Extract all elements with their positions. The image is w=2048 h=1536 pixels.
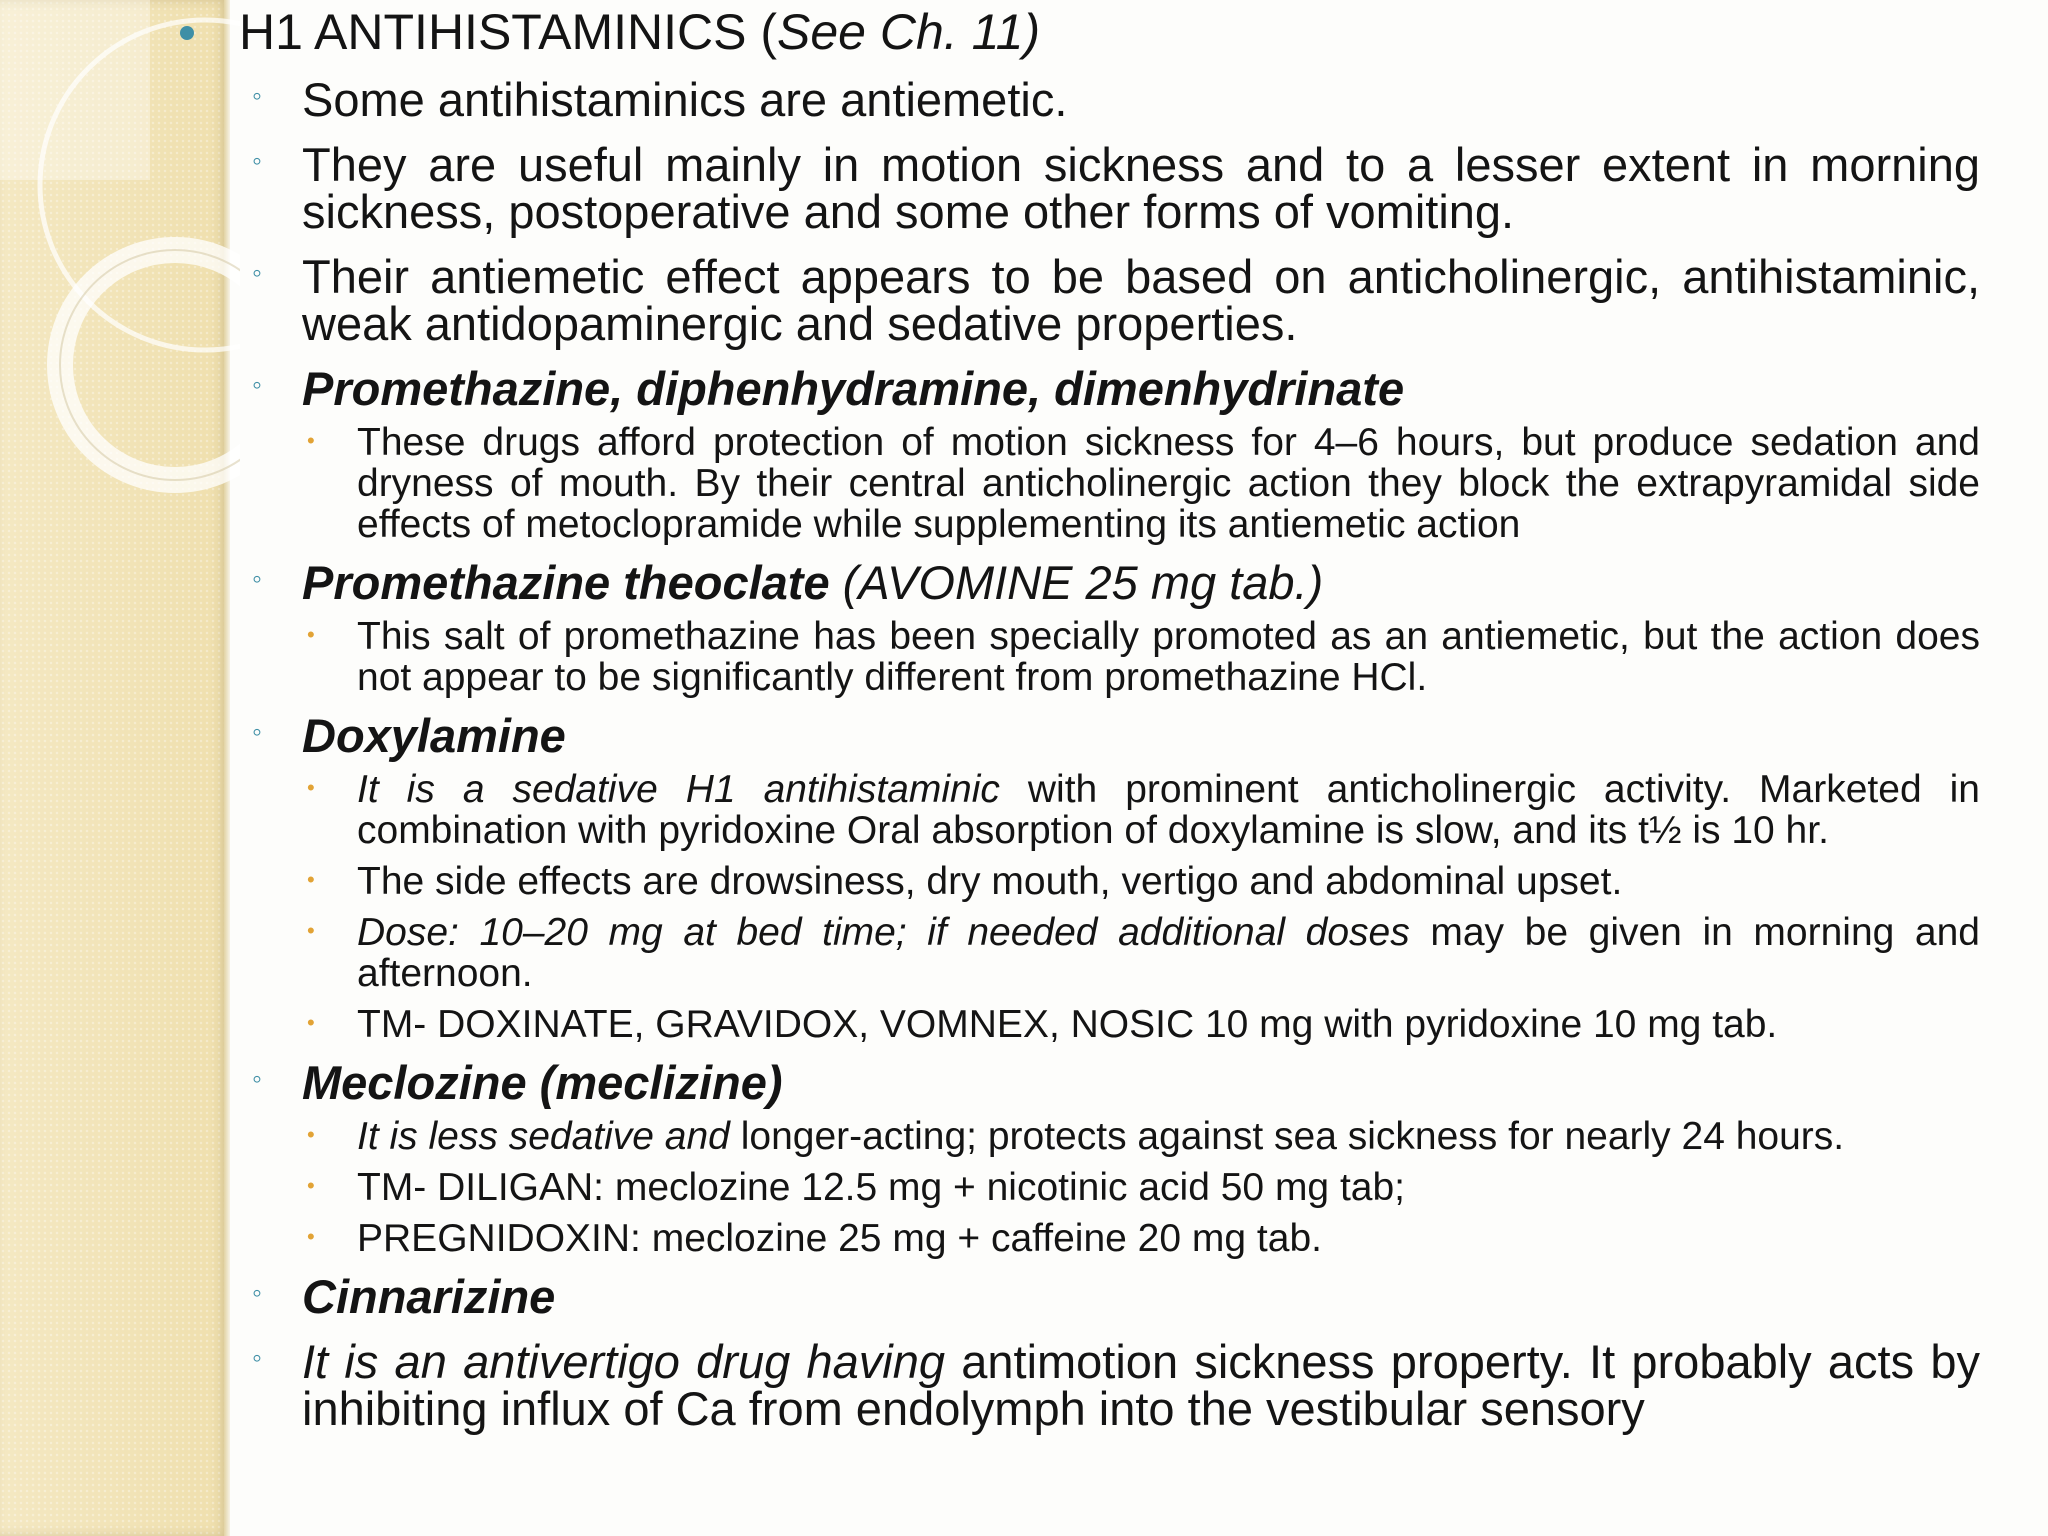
circle-bullet-icon: ◦	[252, 80, 262, 111]
heading-cinnarizine: ◦ Cinnarizine	[252, 1270, 556, 1323]
subpoint-promethazine-theoclate: • This salt of promethazine has been specially promoted as an antiemetic, but the action does not appear to be significantly different from promethazine HCl.	[307, 615, 1980, 699]
dot-bullet-icon: •	[307, 1173, 315, 1198]
subpoint-doxylamine-brands: • TM- DOXINATE, GRAVIDOX, VOMNEX, NOSIC 10 mg with pyridoxine 10 mg tab.	[307, 1003, 1778, 1046]
circle-bullet-icon: ◦	[252, 1063, 262, 1094]
circle-bullet-icon: ◦	[252, 145, 262, 176]
subpoint-doxylamine-side-effects: • The side effects are drowsiness, dry mouth, vertigo and abdominal upset.	[307, 860, 1623, 903]
circle-bullet-icon: ◦	[252, 1277, 262, 1308]
slide-content	[235, 0, 1980, 1435]
point-mechanism: ◦ Their antiemetic effect appears to be based on anticholinergic, antihistaminic, weak antidopaminergic and sedative properties.	[252, 250, 1980, 350]
heading-doxylamine: ◦ Doxylamine	[252, 709, 566, 762]
heading-text: H1 ANTIHISTAMINICS (See Ch. 11)	[239, 4, 1041, 60]
dot-bullet-icon: •	[307, 428, 315, 453]
subpoint-doxylamine-dose: • Dose: 10–20 mg at bed time; if needed additional doses may be given in morning and afternoon.	[307, 911, 1980, 995]
subpoint-meclozine-pregnidoxin: • PREGNIDOXIN: meclozine 25 mg + caffeine 20 mg tab.	[307, 1217, 1322, 1260]
dot-bullet-icon: •	[307, 867, 315, 892]
heading-bullet-icon	[180, 26, 194, 40]
subpoint-meclozine-description: • It is less sedative and longer-acting; protects against sea sickness for nearly 24 hours.	[307, 1115, 1845, 1158]
circle-bullet-icon: ◦	[252, 1342, 262, 1373]
dot-bullet-icon: •	[307, 1010, 315, 1035]
heading-promethazine-group: ◦ Promethazine, diphenhydramine, dimenhydrinate	[252, 362, 1405, 415]
dot-bullet-icon: •	[307, 1122, 315, 1147]
point-antiemetic: ◦ Some antihistaminics are antiemetic.	[252, 73, 1068, 126]
subpoint-meclozine-diligan: • TM- DILIGAN: meclozine 12.5 mg + nicotinic acid 50 mg tab;	[307, 1166, 1406, 1209]
heading-meclozine: ◦ Meclozine (meclizine)	[252, 1056, 783, 1109]
slide-heading	[235, 0, 1980, 66]
dot-bullet-icon: •	[307, 622, 315, 647]
point-cinnarizine-description: ◦ It is an antivertigo drug having antimotion sickness property. It probably acts by inhibiting influx of Ca from endolymph into the vestibular sensory	[252, 1335, 1980, 1435]
subpoint-promethazine-group: • These drugs afford protection of motion sickness for 4–6 hours, but produce sedation and dryness of mouth. By their central anticholinergic action they block the extrapyramidal side effects of metoclopramide while supplementing its antiemetic action	[307, 421, 1980, 546]
circle-bullet-icon: ◦	[252, 369, 262, 400]
circle-bullet-icon: ◦	[252, 716, 262, 747]
circle-bullet-icon: ◦	[252, 257, 262, 288]
dot-bullet-icon: •	[307, 918, 315, 943]
dot-bullet-icon: •	[307, 1224, 315, 1249]
circle-bullet-icon: ◦	[252, 563, 262, 594]
point-usefulness: ◦ They are useful mainly in motion sickness and to a lesser extent in morning sickness, postoperative and some other forms of vomiting.	[252, 138, 1980, 238]
decorative-rings	[0, 0, 240, 520]
dot-bullet-icon: •	[307, 775, 315, 800]
heading-promethazine-theoclate: ◦ Promethazine theoclate (AVOMINE 25 mg tab.)	[252, 556, 1324, 609]
subpoint-doxylamine-description: • It is a sedative H1 antihistaminic with prominent anticholinergic activity. Marketed in combination with pyridoxine Oral absorption of doxylamine is slow, and its t½ is 10 hr.	[307, 768, 1980, 852]
